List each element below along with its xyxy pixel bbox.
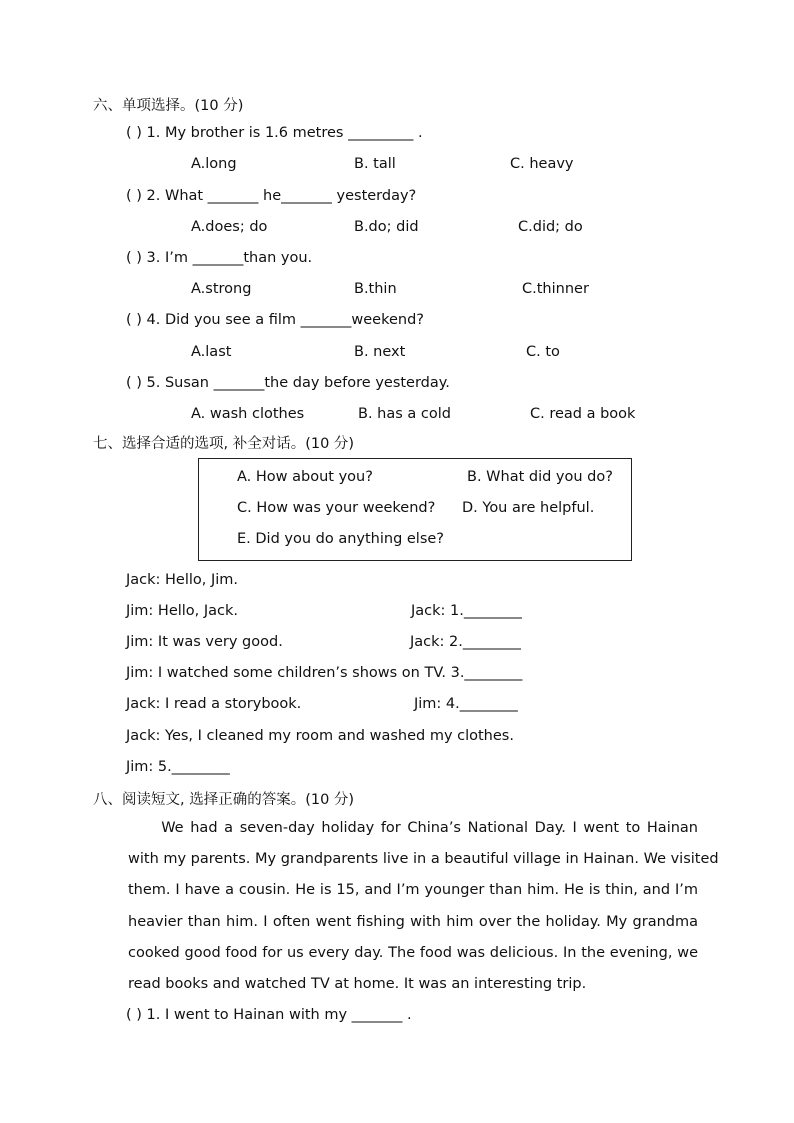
passage-line-2: with my parents. My grandparents live in a beautiful village in Hainan. We visited bbox=[128, 851, 719, 867]
section-6-title: 六、单项选择。(10 分) bbox=[93, 98, 244, 114]
box-option-a: A. How about you? bbox=[237, 469, 373, 485]
dialogue-blank-4: Jim: 4.________ bbox=[414, 696, 518, 712]
q1-stem: ( ) 1. My brother is 1.6 metres _________ . bbox=[126, 125, 423, 141]
passage-line-1: We had a seven-day holiday for China’s National Day. I went to Hainan bbox=[128, 820, 698, 836]
q4-option-a: A.last bbox=[191, 344, 232, 360]
dialogue-line-2a: Jim: Hello, Jack. bbox=[126, 603, 239, 619]
dialogue-line-5a: Jack: I read a storybook. bbox=[126, 696, 302, 712]
q1-option-a: A.long bbox=[191, 156, 237, 172]
q4-option-b: B. next bbox=[354, 344, 406, 360]
passage-line-3: them. I have a cousin. He is 15, and I’m younger than him. He is thin, and I’m bbox=[128, 882, 698, 898]
reading-q1-stem: ( ) 1. I went to Hainan with my _______ . bbox=[126, 1007, 412, 1023]
dialogue-blank-2: Jack: 2.________ bbox=[410, 634, 521, 650]
q2-stem: ( ) 2. What _______ he_______ yesterday? bbox=[126, 188, 417, 204]
dialogue-blank-1: Jack: 1.________ bbox=[411, 603, 522, 619]
q2-option-c: C.did; do bbox=[518, 219, 583, 235]
q1-option-c: C. heavy bbox=[510, 156, 574, 172]
box-option-d: D. You are helpful. bbox=[462, 500, 595, 516]
section-7-title: 七、选择合适的选项, 补全对话。(10 分) bbox=[93, 436, 355, 452]
q5-option-c: C. read a book bbox=[530, 406, 636, 422]
q3-option-a: A.strong bbox=[191, 281, 252, 297]
passage-line-4: heavier than him. I often went fishing with him over the holiday. My grandma bbox=[128, 914, 698, 930]
q4-option-c: C. to bbox=[526, 344, 560, 360]
q2-option-a: A.does; do bbox=[191, 219, 268, 235]
dialogue-line-7: Jim: 5.________ bbox=[126, 759, 230, 775]
dialogue-line-3a: Jim: It was very good. bbox=[126, 634, 283, 650]
q3-option-c: C.thinner bbox=[522, 281, 589, 297]
q5-option-b: B. has a cold bbox=[358, 406, 451, 422]
dialogue-line-4: Jim: I watched some children’s shows on TV. 3.________ bbox=[126, 665, 523, 681]
q4-stem: ( ) 4. Did you see a film _______weekend? bbox=[126, 312, 424, 328]
passage-line-6: read books and watched TV at home. It was an interesting trip. bbox=[128, 976, 587, 992]
dialogue-line-1: Jack: Hello, Jim. bbox=[126, 572, 239, 588]
passage-line-5: cooked good food for us every day. The food was delicious. In the evening, we bbox=[128, 945, 698, 961]
q5-stem: ( ) 5. Susan _______the day before yesterday. bbox=[126, 375, 450, 391]
q2-option-b: B.do; did bbox=[354, 219, 419, 235]
q5-option-a: A. wash clothes bbox=[191, 406, 305, 422]
q1-option-b: B. tall bbox=[354, 156, 396, 172]
box-option-b: B. What did you do? bbox=[467, 469, 613, 485]
dialogue-line-6: Jack: Yes, I cleaned my room and washed my clothes. bbox=[126, 728, 514, 744]
box-option-e: E. Did you do anything else? bbox=[237, 531, 445, 547]
q3-option-b: B.thin bbox=[354, 281, 397, 297]
q3-stem: ( ) 3. I’m _______than you. bbox=[126, 250, 313, 266]
section-8-title: 八、阅读短文, 选择正确的答案。(10 分) bbox=[93, 792, 355, 808]
box-option-c: C. How was your weekend? bbox=[237, 500, 436, 516]
